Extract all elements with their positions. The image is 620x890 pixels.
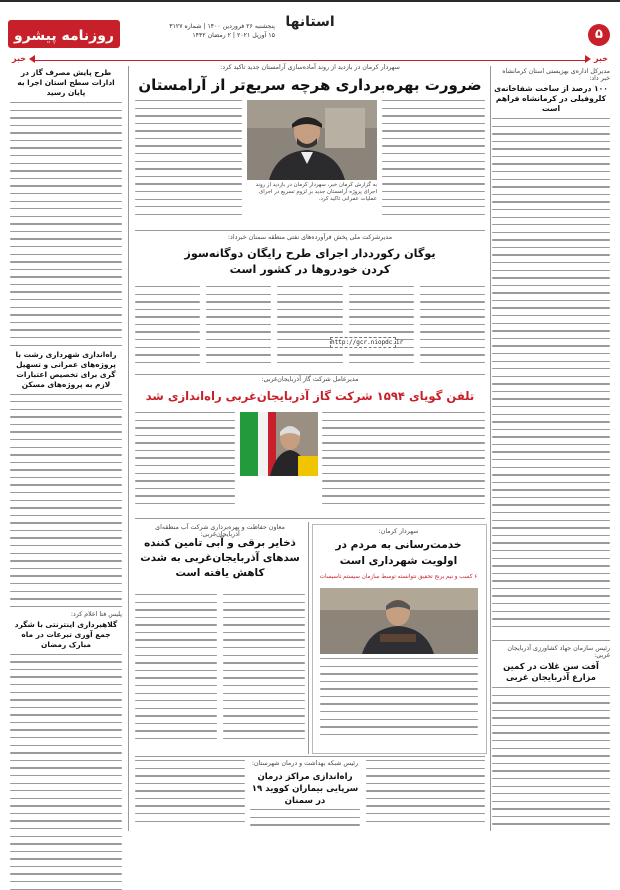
lead-kicker: سهردار کرمان در بازدید از روند آماده‌سازی آرامستان جدید تاکید کرد:	[220, 64, 400, 71]
svg-text:روزنامه پیشرو: روزنامه پیشرو	[14, 28, 114, 44]
right-article-body	[492, 118, 610, 627]
lead-body-left	[135, 100, 242, 226]
mayor-headline-wrap	[316, 538, 481, 572]
divider	[135, 756, 485, 757]
bottom-headline-wrap	[250, 771, 360, 807]
mayor-portrait-icon	[320, 588, 478, 654]
right-article-body-2	[492, 687, 610, 825]
bottom-body-mid	[250, 809, 360, 833]
left-headline-2: راه‌اندازی شهرداری رشت با پروژه‌های عمرانی و تسهیل گری برای تخصیص اعتبارات لازم به پروژه‌های مسکن	[15, 349, 117, 389]
gas-kicker: مدیرعامل شرکت گاز آذربایجان‌غربی:	[261, 376, 359, 383]
left-column	[10, 68, 122, 830]
fuel-headline: ذخایر برقی و آبی تامین کننده سدهای آذربایجان‌غربی به شدت کاهش یافته است	[140, 537, 300, 579]
right-kicker-2: رئیس سازمان جهاد کشاورزی آذربایجان غربی:	[507, 645, 610, 659]
column-separator	[308, 522, 309, 754]
bottom-body-right	[366, 760, 485, 832]
issue-info	[125, 22, 275, 40]
section-tag-label: خبر	[593, 54, 608, 63]
right-column	[492, 68, 610, 628]
issue-date-line-2: ۱۵ آوریل ۲۰۲۱ | ۲ رمضان ۱۴۴۲	[192, 32, 275, 39]
mayor-kicker-wrap	[316, 528, 481, 538]
cng-body	[135, 286, 485, 370]
mayor-headline: خدمت‌رسانی به مردم در اولویت شهرداری است	[335, 539, 462, 567]
left-article-body-1	[10, 102, 122, 338]
divider	[135, 230, 485, 231]
top-rule	[0, 0, 620, 2]
right-headline-2: آفت سن غلات در کمین مزارع آذربایجان غربی	[503, 661, 599, 682]
fuel-body	[135, 594, 305, 754]
section-tag-left	[12, 54, 35, 63]
issue-date-line: پنجشنبه ۲۶ فروردین ۱۴۰۰ | شماره ۳۱۲۷	[169, 23, 275, 30]
section-title: استانها	[285, 14, 335, 30]
arrow-right-icon	[29, 55, 35, 63]
section-divider	[32, 60, 588, 61]
gas-headline-wrap	[135, 387, 485, 407]
left-headline-1: طرح پایش مصرف گاز در ادارات سطح استان اجرا به پایان رسید	[17, 68, 115, 97]
cng-headline: یوگان رکورددار اجرای طرح رایگان دوگانه‌سوز کردن خودروها در کشور است	[184, 247, 436, 276]
bottom-kicker: رئیس شبکه بهداشت و درمان شهرستان:	[251, 760, 359, 767]
column-separator	[128, 66, 129, 831]
mayor-subline-wrap	[316, 574, 481, 584]
cng-url-box[interactable]: http://gcr.niopdc.ir	[331, 339, 404, 346]
arrow-left-icon	[585, 55, 591, 63]
lead-body-right	[382, 100, 485, 226]
bottom-kicker-wrap	[250, 760, 360, 770]
cng-kicker-wrap	[135, 234, 485, 244]
gas-body-right	[322, 412, 485, 514]
right-column-lower	[492, 645, 610, 830]
official-with-flag-icon	[240, 412, 318, 476]
left-kicker-3: پلیس فتا اعلام کرد:	[70, 610, 122, 618]
section-tag-right	[585, 54, 608, 63]
section-tag-label: خبر	[12, 54, 27, 63]
divider	[135, 374, 485, 375]
mayor-subline: ۶ کسب و نیم برنج تحقیق نتوانسته توسط سازمان سیستم تاسیسات	[319, 574, 478, 580]
cng-headline-wrap	[175, 246, 445, 282]
cng-kicker: مدیرشرکت ملی پخش فرآورده‌های نفتی منطقه سمنان خبرداد:	[227, 234, 393, 241]
fuel-kicker: معاون حفاظت و بهره‌برداری شرکت آب منطقه‌ای آذربایجان‌غربی:	[155, 524, 285, 538]
newspaper-logo	[8, 14, 120, 54]
lead-photo-caption: به گزارش کرمان خبر، سهردار کرمان در بازدید از روند اجرای پروژه آرامستان جدید بر لزوم تسریع در اجرای عملیات عمرانی تاکید کرد.	[255, 182, 377, 202]
right-headline-1: ۱۰۰ درصد از ساخت شفاخانه‌ی کلروفیلی در کرمانشاه فراهم است	[494, 84, 608, 113]
left-headline-3: گلاهبرداری اینترنتی با شگرد جمع آوری تبرعات در ماه مبارک رمضان	[14, 619, 118, 649]
logo-icon	[8, 14, 120, 54]
lead-headline-wrap	[135, 74, 485, 98]
fuel-headline-wrap	[135, 536, 305, 588]
mayor-body	[320, 658, 478, 748]
official-portrait-icon	[247, 100, 377, 180]
divider	[135, 518, 485, 519]
fuel-kicker-wrap	[135, 524, 305, 538]
mayor-kicker: سهردار کرمان:	[378, 528, 419, 535]
column-separator	[490, 66, 491, 831]
gas-headline: تلفن گویای ۱۵۹۴ شرکت گاز آذربایجان‌غربی راه‌اندازی شد	[145, 389, 475, 403]
bottom-headline: راه‌اندازی مراکز درمان سرپایی بیماران کووید ۱۹ در سمنان	[251, 772, 359, 806]
mayor-photo	[320, 588, 478, 654]
gas-kicker-wrap	[135, 376, 485, 386]
left-article-body-2	[10, 394, 122, 600]
right-kicker-1: مدیرکل اداره‌ی بهزیستی استان کرمانشاه خبر داد:	[502, 68, 610, 82]
bottom-body-left	[135, 760, 245, 832]
divider	[492, 640, 610, 641]
left-article-body-3	[10, 654, 122, 890]
lead-photo	[247, 100, 377, 180]
gas-photo	[240, 412, 318, 476]
lead-headline: ضرورت بهره‌برداری هرچه سریع‌تر از آرامستان	[138, 76, 482, 94]
gas-body-left	[135, 412, 235, 514]
page-number-badge: ۵	[588, 24, 610, 46]
